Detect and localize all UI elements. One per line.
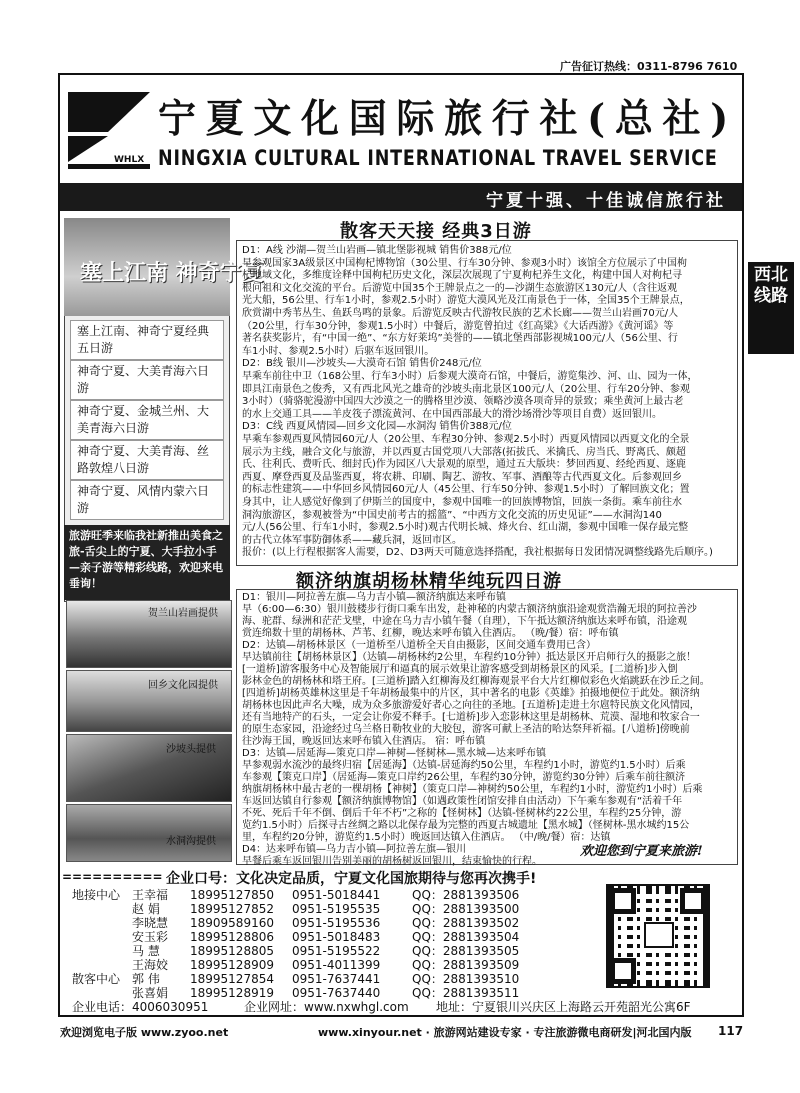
contact-mobile: 18995127850 — [190, 888, 274, 902]
contact-mobile: 18909589160 — [190, 916, 274, 930]
itinerary-line: [四道桥]胡杨英雄林这里是千年胡杨最集中的片区，其中著名的电影《英雄》拍摄地便位于此处。额济纳 — [242, 688, 700, 699]
qr-corner — [610, 958, 636, 984]
itinerary-line: D4：达来呼布镇—乌力吉小镇—阿拉善左旗—银川 — [242, 844, 467, 855]
itinerary-line: 欣赏湖中秀苇丛生、鱼跃鸟鸣的景象。后游览反映古代游牧民族的艺术长廊——贺兰山岩画70元/人 — [242, 308, 679, 319]
itinerary-line: 车返回达镇自行参观【额济纳旗博物馆】（如遇政策性闭馆安排自由活动）下午乘车参观有“活着千年 — [242, 796, 683, 807]
company-slogan: 企业口号：文化决定品质，宁夏文化国旅期待与您再次携手! — [166, 871, 537, 887]
contact-qq: QQ：2881393504 — [412, 930, 520, 944]
itinerary-line: 车1小时、参观2.5小时）后驱车返回银川。 — [242, 345, 435, 357]
contact-qq: QQ：2881393505 — [412, 944, 520, 958]
contact-mobile: 18995127854 — [190, 972, 274, 986]
itinerary-line: 根问祖和文化交流的平台。后游览中国35个王牌景点之一的—沙湖生态旅游区130元/人（含往返观 — [242, 282, 678, 294]
footer-left: 欢迎浏览电子版 www.zyoo.net — [60, 1026, 229, 1039]
itinerary-line: 不死、死后千年不倒、倒后千年不朽”之称的【怪树林】（达镇-怪树林约22公里，车程约25分钟，游 — [242, 808, 682, 819]
brand-name-en: NINGXIA CULTURAL INTERNATIONAL TRAVEL SERVICE — [158, 146, 718, 170]
contact-qq: QQ：2881393510 — [412, 972, 520, 986]
itinerary-line: 纳旗胡杨林中最古老的一棵胡杨【神树】（策克口岸—神树约50公里，车程约1小时，游览约1小时）后乘 — [242, 784, 703, 795]
itinerary-line: [一道桥]游客服务中心及智能展厅和逼真的展示效果让游客感受到胡杨景区的风采。[二道桥]步入倒 — [242, 664, 678, 675]
contact-qq: QQ：2881393500 — [412, 902, 520, 916]
contact-label: 散客中心 — [72, 972, 121, 986]
contact-name: 郭 伟 — [132, 972, 160, 986]
qr-corner — [610, 888, 636, 914]
itinerary-line: 赏连绵数十里的胡杨林、芦苇、红柳，晚达来呼布镇入住酒店。 （晚/餐）宿：呼布镇 — [242, 628, 619, 639]
photo-caption: 水洞沟提供 — [166, 836, 216, 847]
itinerary-line: D2：B线 银川—沙坡头—大漠奇石馆 销售价248元/位 — [242, 358, 482, 370]
itinerary-line: 即具江南景色之俊秀，又有西北风光之雄奇的沙坡头南北景区100元/人（20公里、行车20分钟、参观 — [242, 383, 690, 395]
itinerary-line: 著名获奖影片，有“中国一绝”、“东方好莱坞”美誉的——镇北堡西部影视城100元/人（56公里、行 — [242, 333, 678, 345]
section1-title: 散客天天接 经典3日游 — [340, 221, 532, 242]
itinerary-line: 的水上交通工具——羊皮筏子漂流黄河、在中国西部最大的滑沙场滑沙等项目自费）返回银川。 — [242, 408, 662, 420]
contact-tel: 0951-7637440 — [292, 986, 381, 1000]
itinerary-line: 早（6:00—6:30）银川鼓楼步行街口乘车出发，赴神秘的内蒙古额济纳旗沿途观赏浩瀚无垠的阿拉善沙 — [242, 604, 697, 615]
itinerary-line: 早乘车前往中卫（168公里、行车3小时）后参观大漠奇石馆，中餐后，游览集沙、河、山、园为一体， — [242, 371, 698, 382]
contact-tel: 0951-5195522 — [292, 944, 381, 958]
company-logo-icon — [64, 82, 154, 172]
contact-qq: QQ：2881393502 — [412, 916, 520, 930]
itinerary-line: 元/人(56公里、行车1小时，参观2.5小时)观古代明长城、烽火台、红山湖，参观中国唯一保存最完整 — [242, 522, 689, 534]
itinerary-line: 早达镇前往【胡杨林景区】（达镇—胡杨林约2公里，车程约10分钟）抵达景区开启师行久的摄影之旅！ — [242, 652, 697, 663]
contact-tel: 0951-7637441 — [292, 972, 381, 986]
contact-name: 赵 娟 — [132, 902, 160, 916]
contact-mobile: 18995127852 — [190, 902, 274, 916]
section2-title: 额济纳旗胡杨林精华纯玩四日游 — [296, 571, 562, 592]
itinerary-line: 展示为主线，融合文化与旅游，并以西夏古国党项八大部落(拓拔氏、米擒氏、房当氏、野离氏、颇超 — [242, 446, 686, 458]
itinerary-line: 车参观【策克口岸】（居延海—策克口岸约26公里，车程约30分钟，游览约30分钟）后乘车前往额济 — [242, 772, 686, 783]
contact-mobile: 18995128805 — [190, 944, 274, 958]
section-tab: 西北线路 — [748, 262, 794, 354]
footer-right: www.xinyour.net · 旅游网站建设专家 · 专注旅游微电商研发|河北国内版 — [318, 1026, 692, 1039]
contact-mobile: 18995128909 — [190, 958, 274, 972]
slogan-divider: ========== — [62, 870, 163, 884]
itinerary-line: 的古代立体军事防御体系——藏兵洞，返回市区。 — [242, 534, 462, 546]
itinerary-line: 洞沟旅游区，参观被誉为“中国史前考古的摇篮”、“中西方文化交流的历史见证”——水洞沟140 — [242, 509, 662, 521]
contact-name: 张喜娟 — [132, 986, 169, 1000]
itinerary-line: 早乘车参观西夏风情园60元/人（20公里、车程30分钟、参观2.5小时）西夏风情园以西夏文化的全景 — [242, 434, 690, 445]
itinerary-line: 早餐后乘车返回银川告别美丽的胡杨树返回银川，结束愉快的行程。 — [242, 856, 542, 867]
itinerary-line: 报价：(以上行程根据客人需要，D2、D3两天可随意选择搭配，我社根据每日发团情况调整线路先后顺序。) — [242, 547, 713, 559]
itinerary-line: 览约1.5小时）后探寻古丝绸之路以北保存最为完整的西夏古城遗址【黑水城】（怪树林-黑水城约15公 — [242, 820, 690, 831]
contact-qq: QQ：2881393509 — [412, 958, 520, 972]
company-phone: 企业电话：4006030951 — [72, 1000, 209, 1014]
contact-tel: 0951-5018483 — [292, 930, 381, 944]
company-website: 企业网址：www.nxwhgl.com — [244, 1000, 409, 1014]
itinerary-line: D3：达镇—居延海—策克口岸—神树—怪树林—黑水城—达来呼布镇 — [242, 748, 547, 759]
contact-mobile: 18995128919 — [190, 986, 274, 1000]
promo-note: 旅游旺季来临我社新推出美食之旅-舌尖上的宁夏、大手拉小手—亲子游等精彩线路，欢迎来电垂询！ — [64, 525, 230, 600]
itinerary-line: 早参观国家3A级景区中国枸杞博物馆（30公里、行车30分钟、参观3小时）该馆全方位展示了中国枸 — [242, 257, 688, 269]
contact-tel: 0951-5195535 — [292, 902, 381, 916]
itinerary-line: 里，车程约20分钟，游览约1.5小时）晚返回达镇入住酒店。 （中/晚/餐）宿：达镇 — [242, 832, 611, 843]
itinerary-line: 海、驼群、绿洲和茫茫戈壁，中途在乌力吉小镇午餐（自理），下午抵达额济纳旗达来呼布镇，沿途观 — [242, 616, 687, 627]
itinerary-line: 往沙海王国，晚返回达来呼布镇入住酒店。 宿：呼布镇 — [242, 736, 486, 747]
itinerary-line: （20公里，行车30分钟，参观1.5小时）中餐后，游览曾拍过《红高粱》《大话西游》《黄河谣》等 — [242, 320, 674, 332]
itinerary-line: D3：C线 西夏风情园—回乡文化园—水洞沟 销售价388元/位 — [242, 421, 512, 433]
qr-corner — [680, 888, 706, 914]
tour-item: 神奇宁夏、金城兰州、大美青海六日游 — [70, 400, 224, 440]
contact-qq: QQ：2881393506 — [412, 888, 520, 902]
itinerary-line: 还有当地特产的石头，一定会让你爱不释手。[七道桥]步入恋影林这里是胡杨林、荒漠、湿地和牧家合一 — [242, 712, 700, 723]
contact-tel: 0951-4011399 — [292, 958, 381, 972]
contact-mobile: 18995128806 — [190, 930, 274, 944]
contact-name: 安玉彩 — [132, 930, 169, 944]
company-address: 地址：宁夏银川兴庆区上海路云开苑韶光公寓6F — [436, 1000, 691, 1014]
tour-item: 神奇宁夏、大美青海、丝路敦煌八日游 — [70, 440, 224, 480]
qr-logo-icon — [644, 922, 674, 948]
itinerary-line: D2：达镇—胡杨林景区（一道桥至八道桥全天自由摄影，区间交通车费用已含） — [242, 640, 597, 651]
poster-text: 塞上江南 神奇宁夏 — [80, 261, 264, 286]
contact-name: 李晓慧 — [132, 916, 169, 930]
photo-caption: 回乡文化园提供 — [148, 680, 218, 691]
photo-caption: 贺兰山岩画提供 — [148, 608, 218, 619]
contact-tel: 0951-5195536 — [292, 916, 381, 930]
welcome-signature: 欢迎您到宁夏来旅游! — [580, 844, 703, 859]
contact-label: 地接中心 — [72, 888, 121, 902]
contact-name: 马 慧 — [132, 944, 160, 958]
itinerary-line: 西夏、摩登西夏及品鉴西夏，将农耕、印刷、陶艺、游牧、军事、酒酿等古代西夏文化。后参观回乡 — [242, 471, 682, 483]
itinerary-line: D1：A线 沙湖—贺兰山岩画—镇北堡影视城 销售价388元/位 — [242, 245, 512, 256]
brand-name-cn: 宁夏文化国际旅行社(总社) — [158, 96, 738, 142]
itinerary-line: 的标志性建筑——中华回乡风情园60元/人（45公里、行车50分钟、参观1.5小时）了解回族文化；置 — [242, 484, 690, 496]
contact-name: 王海姣 — [132, 958, 169, 972]
photo-caption: 沙坡头提供 — [166, 744, 216, 755]
itinerary-line: 的原生态家园，沿途经过乌兰格日勒牧业的大胶包，游客可献上圣洁的哈达祭拜祈福。[八道桥]傍晚前 — [242, 724, 690, 735]
logo-text: WHLX — [114, 155, 145, 165]
contact-name: 王幸福 — [132, 888, 169, 902]
ad-hotline: 广告征订热线：0311-8796 7610 — [560, 60, 738, 73]
page-number: 117 — [718, 1024, 744, 1038]
itinerary-line: 身其中，让人感觉好像到了伊斯兰的国度中，参观中国唯一的回族博物馆，回族一条街。乘车前往水 — [242, 497, 682, 508]
itinerary-line: 影林金色的胡杨林和塔王府。[三道桥]踏入红柳海及红柳海观景平台大片红柳似彩色火焰跳跃在沙丘之间。 — [242, 676, 710, 687]
tour-item: 塞上江南、神奇宁夏经典五日游 — [70, 320, 224, 360]
itinerary-line: 氏、往利氏、费听氏、细封氏)作为园区八大景观的原型，通过五大版块：梦回西夏、经纶西夏、逐鹿 — [242, 459, 686, 471]
itinerary-line: 早参观弱水流沙的最终归宿【居延海】（达镇-居延海约50公里，车程约1小时，游览约1.5小时）后乘 — [242, 760, 686, 771]
itinerary-line: 杞地域文化，多维度诠释中国枸杞历史文化，深层次展现了宁夏枸杞养生文化，构建中国人对枸杞寻 — [242, 270, 682, 282]
itinerary-line: D1：银川—阿拉善左旗—乌力吉小镇—额济纳旗达来呼布镇 — [242, 592, 507, 603]
contact-qq: QQ：2881393511 — [412, 986, 520, 1000]
tour-item: 神奇宁夏、风情内蒙六日游 — [70, 480, 224, 520]
itinerary-line: 胡杨林也因此声名大噪，成为众多旅游爱好者心之向往的圣地。[五道桥]走进土尔扈特民族文化风情园， — [242, 700, 700, 711]
tour-item: 神奇宁夏、大美青海六日游 — [70, 360, 224, 400]
itinerary-line: 光大船，56公里、行车1小时，参观2.5小时）游览大漠风光及江南景色于一体，全国35个王牌景点， — [242, 295, 690, 307]
honor-banner: 宁夏十强、十佳诚信旅行社 — [60, 183, 742, 211]
itinerary-line: 3小时）（骑骆驼漫游中国四大沙漠之一的腾格里沙漠、领略沙漠各项奇异的景致；乘坐黄河上最古老 — [242, 396, 684, 408]
contact-tel: 0951-5018441 — [292, 888, 381, 902]
